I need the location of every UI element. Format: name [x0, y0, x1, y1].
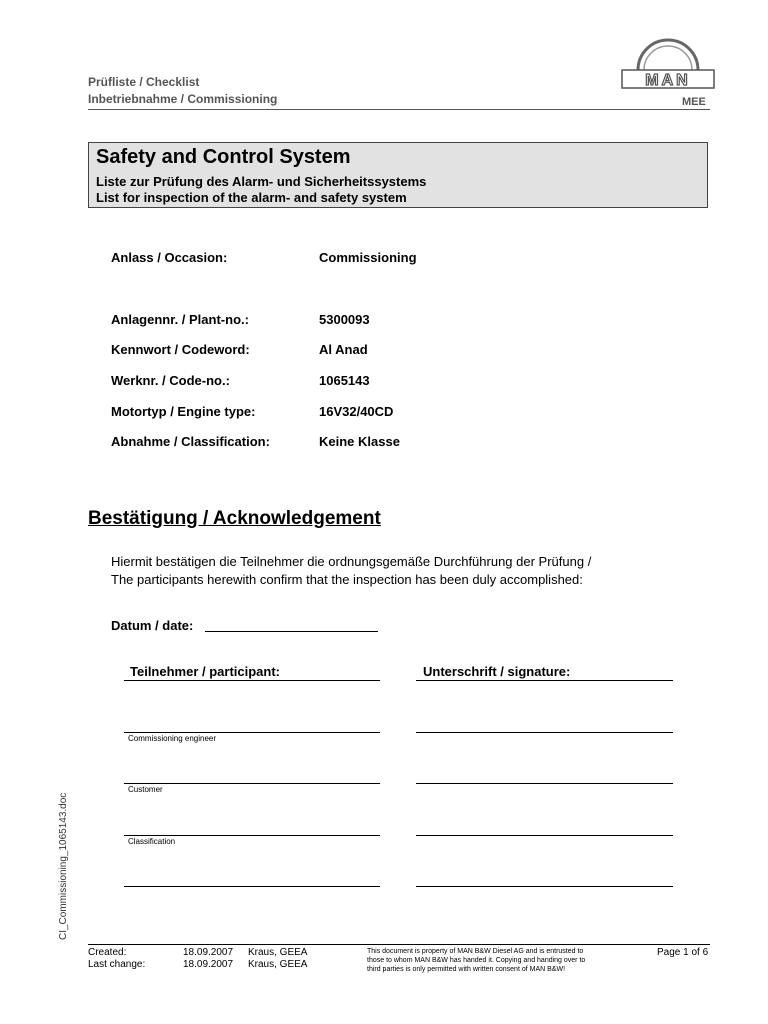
participant-header-rule [124, 680, 380, 681]
department-code: MEE [682, 96, 706, 108]
date-field[interactable] [205, 631, 378, 632]
last-change-by: Kraus, GEEA [248, 959, 308, 970]
code-no-label: Werknr. / Code-no.: [111, 373, 230, 388]
acknowledgement-heading: Bestätigung / Acknowledgement [88, 508, 381, 529]
page-number: Page 1 of 6 [657, 947, 709, 958]
logo-text: MAN [645, 72, 691, 89]
subtitle-english: List for inspection of the alarm- and safety system [96, 190, 407, 205]
codeword-value: Al Anad [319, 342, 368, 357]
signature-line-1[interactable] [416, 732, 673, 733]
subtitle-german: Liste zur Prüfung des Alarm- und Sicherheitssystems [96, 174, 427, 189]
copyright-notice-line-3: third parties is only permitted with written consent of MAN B&W! [367, 966, 566, 973]
created-date: 18.09.2007 [183, 947, 234, 958]
occasion-value: Commissioning [319, 250, 417, 265]
last-change-date: 18.09.2007 [183, 959, 234, 970]
created-by: Kraus, GEEA [248, 947, 308, 958]
classification-label: Abnahme / Classification: [111, 434, 270, 449]
role-classification: Classification [128, 837, 176, 846]
signature-line-2[interactable] [416, 783, 673, 784]
occasion-label: Anlass / Occasion: [111, 250, 228, 265]
code-no-value: 1065143 [319, 373, 370, 388]
last-change-label: Last change: [88, 959, 146, 970]
header-divider [88, 109, 710, 110]
acknowledgement-text-english: The participants herewith confirm that the inspection has been duly accomplished: [111, 572, 583, 587]
signature-column-header: Unterschrift / signature: [423, 664, 571, 679]
acknowledgement-text-german: Hiermit bestätigen die Teilnehmer die ordnungsgemäße Durchführung der Prüfung / [111, 554, 592, 569]
created-label: Created: [88, 947, 127, 958]
copyright-notice-line-1: This document is property of MAN B&W Diesel AG and is entrusted to [367, 948, 584, 955]
participant-line-3[interactable] [124, 835, 380, 836]
signature-header-rule [416, 680, 673, 681]
codeword-label: Kennwort / Codeword: [111, 342, 250, 357]
participant-line-1[interactable] [124, 732, 380, 733]
participant-column-header: Teilnehmer / participant: [130, 664, 281, 679]
man-logo [620, 36, 716, 96]
participant-line-2[interactable] [124, 783, 380, 784]
role-commissioning-engineer: Commissioning engineer [128, 734, 217, 743]
participant-line-4[interactable] [124, 886, 380, 887]
copyright-notice-line-2: those to whom MAN B&W has handed it. Copying and handing over to [367, 957, 586, 964]
checklist-label: Prüfliste / Checklist [88, 75, 200, 89]
footer-divider [88, 944, 710, 945]
plant-no-value: 5300093 [319, 312, 370, 327]
document-title: Safety and Control System [96, 146, 351, 168]
date-label: Datum / date: [111, 618, 194, 633]
classification-value: Keine Klasse [319, 434, 400, 449]
signature-line-3[interactable] [416, 835, 673, 836]
document-filename: CI_Commissioning_1065143.doc [58, 792, 69, 940]
engine-type-value: 16V32/40CD [319, 404, 394, 419]
role-customer: Customer [128, 785, 163, 794]
commissioning-label: Inbetriebnahme / Commissioning [88, 92, 278, 106]
engine-type-label: Motortyp / Engine type: [111, 404, 256, 419]
plant-no-label: Anlagennr. / Plant-no.: [111, 312, 249, 327]
signature-line-4[interactable] [416, 886, 673, 887]
